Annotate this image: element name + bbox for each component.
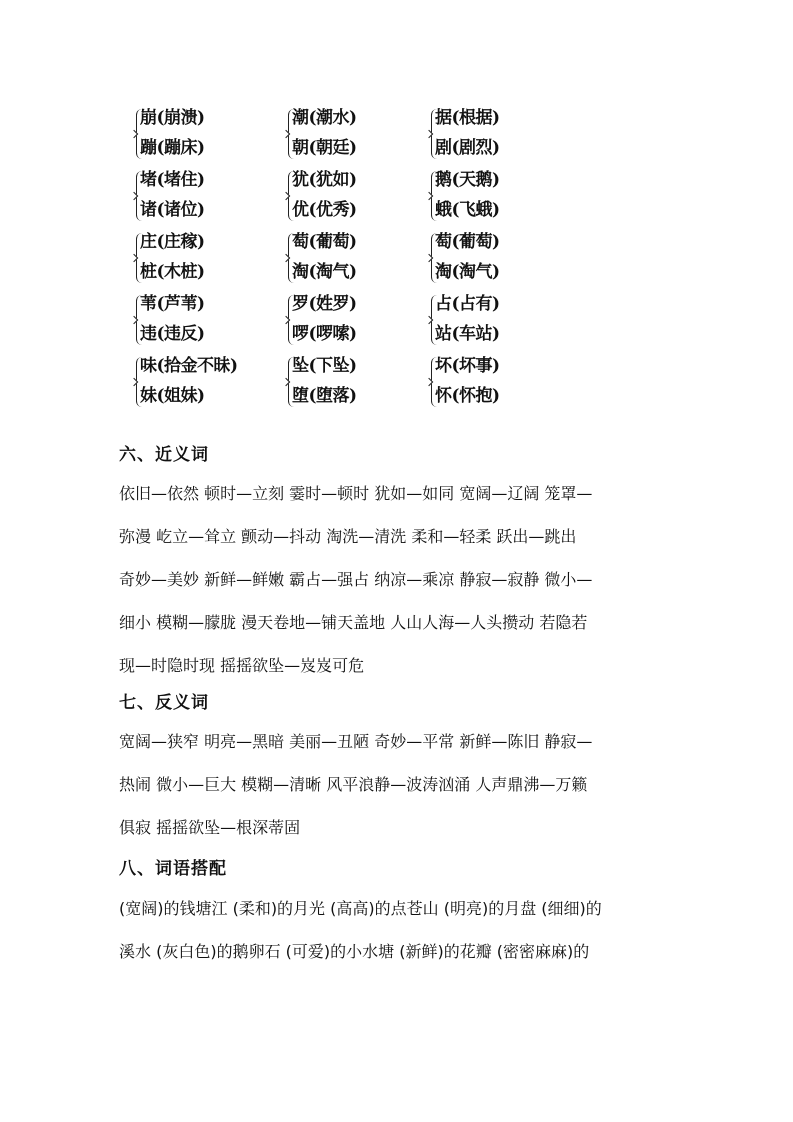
collocations-paragraph: [119, 887, 679, 973]
pair-line: 剧(剧烈): [435, 138, 500, 158]
pair-line: 违(违反): [140, 324, 205, 344]
text-line: 热闹 微小—巨大 模糊—清晰 风平浪静—波涛汹涌 人声鼎沸—万籁: [119, 775, 588, 794]
pair-line: 苇(芦苇): [140, 294, 205, 314]
pair-line: 崩(崩溃): [140, 108, 205, 128]
pair-line: 啰(啰嗦): [292, 324, 357, 344]
pair-line: 诸(诸位): [140, 200, 205, 220]
pair-line: 据(根据): [435, 108, 500, 128]
text-line: 弥漫 屹立—耸立 颤动—抖动 淘洗—清洗 柔和—轻柔 跃出—跳出: [119, 527, 577, 546]
pair-line: 站(车站): [435, 324, 500, 344]
text-line: 俱寂 摇摇欲坠—根深蒂固: [119, 818, 301, 837]
pair-line: 妹(姐妹): [140, 386, 205, 406]
pair-line: 潮(潮水): [292, 108, 357, 128]
pair-line: 味(拾金不昧): [140, 356, 238, 376]
pair-line: 淘(淘气): [435, 262, 500, 282]
pair-line: 庄(庄稼): [140, 232, 205, 252]
pair-line: 鹅(天鹅): [435, 170, 500, 190]
pair-line: 犹(犹如): [292, 170, 357, 190]
pair-line: 蛾(飞蛾): [435, 200, 500, 220]
section-heading-synonyms: 六、近义词: [119, 445, 209, 465]
pair-line: 坠(下坠): [292, 356, 357, 376]
text-line: 现—时隐时现 摇摇欲坠—岌岌可危: [119, 656, 365, 675]
pair-line: 堕(堕落): [292, 386, 357, 406]
pair-line: 淘(淘气): [292, 262, 357, 282]
text-line: 奇妙—美妙 新鲜—鲜嫩 霸占—强占 纳凉—乘凉 静寂—寂静 微小—: [119, 570, 593, 589]
pair-line: 怀(怀抱): [435, 386, 500, 406]
pair-line: 占(占有): [435, 294, 500, 314]
pair-line: 蹦(蹦床): [140, 138, 205, 158]
text-line: 依旧—依然 顿时—立刻 霎时—顿时 犹如—如同 宽阔—辽阔 笼罩—: [119, 484, 593, 503]
pair-line: 桩(木桩): [140, 262, 205, 282]
text-line: (宽阔)的钱塘江 (柔和)的月光 (高高)的点苍山 (明亮)的月盘 (细细)的: [119, 899, 602, 918]
pair-line: 萄(葡萄): [435, 232, 500, 252]
text-line: 溪水 (灰白色)的鹅卵石 (可爱)的小水塘 (新鲜)的花瓣 (密密麻麻)的: [119, 942, 590, 961]
pair-line: 朝(朝廷): [292, 138, 357, 158]
antonyms-paragraph: [119, 720, 679, 849]
synonyms-paragraph: [119, 472, 679, 687]
pair-line: 堵(堵住): [140, 170, 205, 190]
section-heading-collocations: 八、词语搭配: [119, 859, 227, 879]
pair-line: 萄(葡萄): [292, 232, 357, 252]
section-heading-antonyms: 七、反义词: [119, 693, 209, 713]
text-line: 宽阔—狭窄 明亮—黑暗 美丽—丑陋 奇妙—平常 新鲜—陈旧 静寂—: [119, 732, 593, 751]
pair-line: 坏(坏事): [435, 356, 500, 376]
pair-line: 优(优秀): [292, 200, 357, 220]
text-line: 细小 模糊—朦胧 漫天卷地—铺天盖地 人山人海—人头攒动 若隐若: [119, 613, 588, 632]
pair-line: 罗(姓罗): [292, 294, 357, 314]
